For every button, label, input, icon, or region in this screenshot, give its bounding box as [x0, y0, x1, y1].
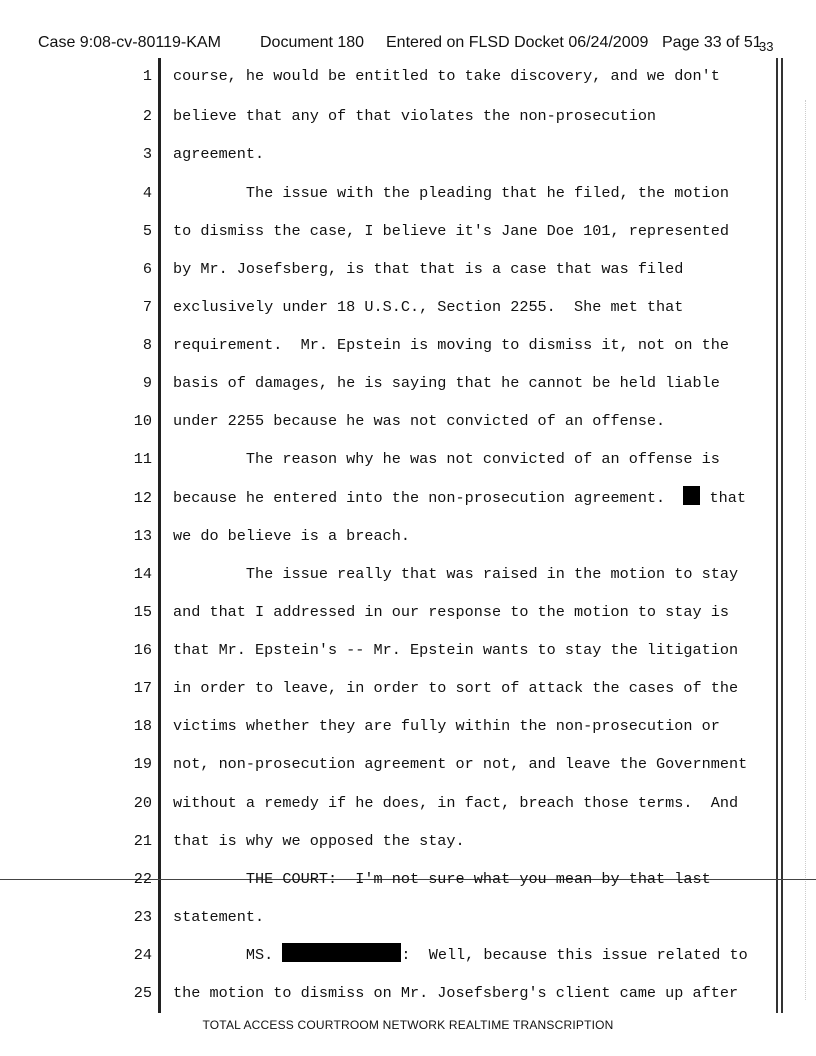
transcript-line: [0, 905, 800, 929]
line-number: 6: [142, 260, 152, 278]
line-text: The issue really that was raised in the motion to stay: [173, 565, 739, 583]
transcript-line: [0, 524, 800, 548]
line-number: 16: [133, 641, 152, 659]
transcript-line: [0, 867, 800, 891]
transcript-line: [0, 257, 800, 281]
transcript-line: [0, 409, 800, 433]
line-text: victims whether they are fully within the non-prosecution or: [173, 717, 720, 735]
line-text: believe that any of that violates the non-prosecution: [173, 107, 657, 125]
line-text: basis of damages, he is saying that he cannot be held liable: [173, 374, 720, 392]
line-number: 23: [133, 908, 152, 926]
line-text: statement.: [173, 908, 265, 926]
line-text: to dismiss the case, I believe it's Jane Doe 101, represented: [173, 222, 729, 240]
line-text: under 2255 because he was not convicted of an offense.: [173, 412, 666, 430]
line-text: we do believe is a breach.: [173, 527, 410, 545]
line-number: 8: [142, 336, 152, 354]
line-text: agreement.: [173, 145, 265, 163]
line-number: 19: [133, 755, 152, 773]
transcript-line: [0, 142, 800, 166]
line-text: course, he would be entitled to take discovery, and we don't: [173, 67, 720, 85]
transcript-line: [0, 829, 800, 853]
line-text: in order to leave, in order to sort of attack the cases of the: [173, 679, 739, 697]
transcript-line: [0, 64, 800, 88]
line-text: the motion to dismiss on Mr. Josefsberg's client came up after: [173, 984, 739, 1002]
transcript-line: [0, 295, 800, 319]
transcript-line: [0, 447, 800, 471]
case-number: Case 9:08-cv-80119-KAM: [38, 34, 221, 51]
line-text: The issue with the pleading that he filed, the motion: [173, 184, 729, 202]
line-number: 3: [142, 145, 152, 163]
transcript-line: [0, 752, 800, 776]
line-text: [173, 943, 748, 967]
transcript-line: [0, 333, 800, 357]
line-text: requirement. Mr. Epstein is moving to dismiss it, not on the: [173, 336, 729, 354]
transcript-line: [0, 638, 800, 662]
line-number: 14: [133, 565, 152, 583]
line-number: 22: [133, 870, 152, 888]
line-text-before-redaction: MS.: [173, 946, 283, 964]
line-number: 25: [133, 984, 152, 1002]
transcript-line: [0, 981, 800, 1005]
line-text: and that I addressed in our response to the motion to stay is: [173, 603, 729, 621]
line-number: 15: [133, 603, 152, 621]
transcript-line: [0, 486, 800, 510]
redaction-box: [282, 943, 401, 962]
line-text-after-redaction: : Well, because this issue related to: [401, 946, 748, 964]
line-number: 13: [133, 527, 152, 545]
page-number: 33: [759, 39, 774, 54]
line-number: 7: [142, 298, 152, 316]
line-number: 11: [133, 450, 152, 468]
transcript-line: [0, 219, 800, 243]
transcript-line: [0, 714, 800, 738]
line-number: 1: [142, 67, 152, 85]
line-number: 2: [142, 107, 152, 125]
line-number: 10: [133, 412, 152, 430]
transcript-line: [0, 181, 800, 205]
line-number: 17: [133, 679, 152, 697]
transcript-line: [0, 943, 800, 967]
line-text-after-redaction: that: [700, 489, 746, 507]
transcript-line: [0, 600, 800, 624]
page-header: [38, 34, 778, 56]
transcript-line: [0, 562, 800, 586]
line-text: THE COURT: I'm not sure what you mean by that last: [173, 870, 711, 888]
transcript-line: [0, 676, 800, 700]
transcription-footer: TOTAL ACCESS COURTROOM NETWORK REALTIME TRANSCRIPTION: [202, 1018, 614, 1032]
line-number: 18: [133, 717, 152, 735]
line-text: exclusively under 18 U.S.C., Section 2255. She met that: [173, 298, 684, 316]
docket-entry: Entered on FLSD Docket 06/24/2009: [386, 34, 649, 51]
line-number: 5: [142, 222, 152, 240]
line-text: by Mr. Josefsberg, is that that is a case that was filed: [173, 260, 684, 278]
transcript-line: [0, 371, 800, 395]
line-number: 24: [133, 946, 152, 964]
transcript-line: [0, 791, 800, 815]
line-text: [173, 486, 746, 510]
line-number: 20: [133, 794, 152, 812]
line-text-before-redaction: because he entered into the non-prosecution agreement.: [173, 489, 684, 507]
line-number: 4: [142, 184, 152, 202]
line-number: 9: [142, 374, 152, 392]
line-text: not, non-prosecution agreement or not, and leave the Government: [173, 755, 748, 773]
line-number: 12: [133, 489, 152, 507]
line-text: that is why we opposed the stay.: [173, 832, 465, 850]
redaction-box: [683, 486, 700, 505]
line-text: without a remedy if he does, in fact, breach those terms. And: [173, 794, 739, 812]
line-number: 21: [133, 832, 152, 850]
document-number: Document 180: [260, 34, 365, 51]
page-indicator: Page 33 of 51: [662, 34, 762, 51]
line-text: The reason why he was not convicted of an offense is: [173, 450, 720, 468]
line-text: that Mr. Epstein's -- Mr. Epstein wants to stay the litigation: [173, 641, 739, 659]
transcript-line: [0, 104, 800, 128]
scan-edge-marks: [805, 100, 810, 1000]
